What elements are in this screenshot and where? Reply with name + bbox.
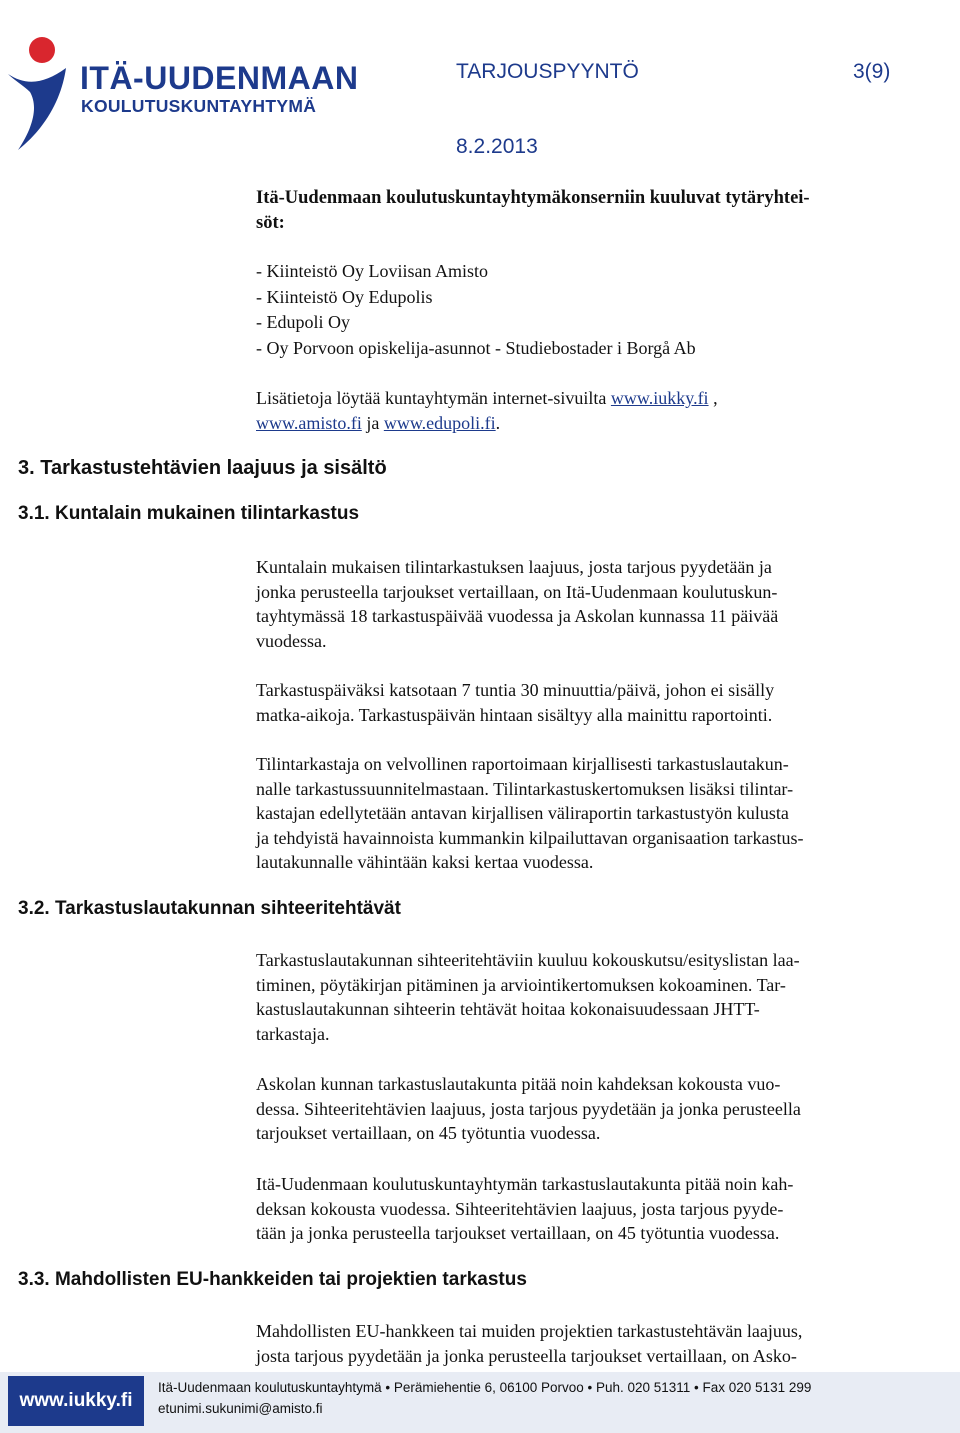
more-info-text: Lisätietoja löytää kuntayhtymän internet-sivuilta (256, 388, 611, 408)
eu-projects-paragraph (256, 1319, 916, 1368)
text-line: Itä-Uudenmaan koulutuskuntayhtymän tarkastuslautakunta pitää noin kah- (256, 1174, 794, 1194)
text-line: timinen, pöytäkirjan pitäminen ja arviointikertomuksen kokoaminen. Tar- (256, 974, 786, 995)
secretary-duties-paragraph (256, 948, 916, 1046)
text-line: nalle tarkastussuunnitelmastaan. Tilintarkastuskertomuksen lisäksi tilintar- (256, 778, 794, 799)
text-line: matka-aikoja. Tarkastuspäivän hintaan sisältyy alla mainittu raportointi. (256, 704, 773, 725)
list-item: - Oy Porvoon opiskelija-asunnot - Studiebostader i Borgå Ab (256, 337, 696, 358)
list-item: - Kiinteistö Oy Loviisan Amisto (256, 261, 488, 281)
text-line: kastajan edellytetään antavan kirjallisen väliraportin tarkastustyön kulusta (256, 803, 789, 824)
section-3-2-heading: 3.2. Tarkastuslautakunnan sihteeritehtävät (18, 898, 401, 919)
text-line: Tarkastuspäiväksi katsotaan 7 tuntia 30 minuuttia/päivä, johon ei sisälly (256, 680, 775, 700)
text-line: vuodessa. (256, 630, 327, 651)
section-3-3-heading: 3.3. Mahdollisten EU-hankkeiden tai projektien tarkastus (18, 1269, 527, 1290)
footer-email: etunimi.sukunimi@amisto.fi (158, 1401, 323, 1416)
subsidiaries-heading-line: söt: (256, 213, 285, 233)
text-line: tarkastaja. (256, 1023, 330, 1044)
text-line: tayhtymässä 18 tarkastuspäivää vuodessa ja Askolan kunnassa 11 päivää (256, 606, 779, 627)
subsidiaries-heading (256, 186, 810, 236)
logo-title: ITÄ-UUDENMAAN (80, 60, 359, 96)
separator: . (495, 412, 501, 433)
logo-figure-icon (4, 34, 74, 152)
text-line: tään ja jonka perusteella tarjoukset vertaillaan, on 45 työtuntia vuodessa. (256, 1223, 780, 1244)
text-line: lautakunnalle vähintään kaksi kertaa vuodessa. (256, 852, 594, 873)
logo-subtitle: KOULUTUSKUNTAYHTYMÄ (81, 96, 317, 116)
more-info-paragraph (256, 386, 916, 435)
iukky-board-paragraph (256, 1172, 916, 1246)
document-type: TARJOUSPYYNTÖ (456, 60, 639, 83)
iukky-link[interactable]: www.iukky.fi (610, 388, 709, 408)
text-line: dessa. Sihteeritehtävien laajuus, josta tarjous pyydetään ja jonka perusteella (256, 1098, 801, 1119)
section-3-1-heading: 3.1. Kuntalain mukainen tilintarkastus (18, 503, 360, 524)
subsidiaries-list (256, 259, 696, 361)
reporting-paragraph (256, 752, 916, 875)
document-date: 8.2.2013 (456, 135, 538, 158)
separator: ja (361, 412, 384, 433)
audit-scope-paragraph (256, 555, 916, 653)
page-number: 3(9) (853, 60, 891, 83)
footer-address: Itä-Uudenmaan koulutuskuntayhtymä • Perämiehentie 6, 06100 Porvoo • Puh. 020 51311 • Fax 020 5131 299 (158, 1380, 812, 1395)
text-line: Askolan kunnan tarkastuslautakunta pitää noin kahdeksan kokousta vuo- (256, 1074, 781, 1094)
list-item: - Kiinteistö Oy Edupolis (256, 286, 433, 307)
text-line: tarjoukset vertaillaan, on 45 työtuntia vuodessa. (256, 1123, 601, 1144)
text-line: Mahdollisten EU-hankkeen tai muiden projektien tarkastustehtävän laajuus, (256, 1321, 803, 1341)
text-line: deksan kokousta vuodessa. Sihteeritehtävien laajuus, josta tarjous pyyde- (256, 1198, 784, 1219)
text-line: jonka perusteella tarjoukset vertaillaan, on Itä-Uudenmaan koulutuskun- (256, 581, 778, 602)
askola-paragraph (256, 1072, 916, 1146)
amisto-link[interactable]: www.amisto.fi (256, 412, 362, 433)
section-3-heading: 3. Tarkastustehtävien laajuus ja sisältö (18, 457, 387, 479)
text-line: Kuntalain mukaisen tilintarkastuksen laajuus, josta tarjous pyydetään ja (256, 557, 772, 577)
footer-website-badge[interactable]: www.iukky.fi (8, 1376, 144, 1426)
edupoli-link[interactable]: www.edupoli.fi (383, 412, 496, 433)
list-item: - Edupoli Oy (256, 312, 350, 332)
text-line: Tarkastuslautakunnan sihteeritehtäviin kuuluu kokouskutsu/esityslistan laa- (256, 950, 800, 970)
logo (4, 34, 359, 154)
text-line: ja tehdyistä havainnoista kummankin kilpailuttavan organisaation tarkastus- (256, 827, 804, 848)
audit-day-paragraph (256, 678, 916, 727)
separator: , (708, 388, 718, 408)
text-line: Tilintarkastaja on velvollinen raportoimaan kirjallisesti tarkastuslautakun- (256, 754, 789, 774)
subsidiaries-heading-line: Itä-Uudenmaan koulutuskuntayhtymäkonserniin kuuluvat tytäryhtei- (256, 188, 810, 208)
text-line: kastuslautakunnan sihteerin tehtävät hoitaa kokonaisuudessaan JHTT- (256, 999, 760, 1020)
text-line: josta tarjous pyydetään ja jonka perusteella tarjoukset vertaillaan, on Asko- (256, 1345, 797, 1366)
